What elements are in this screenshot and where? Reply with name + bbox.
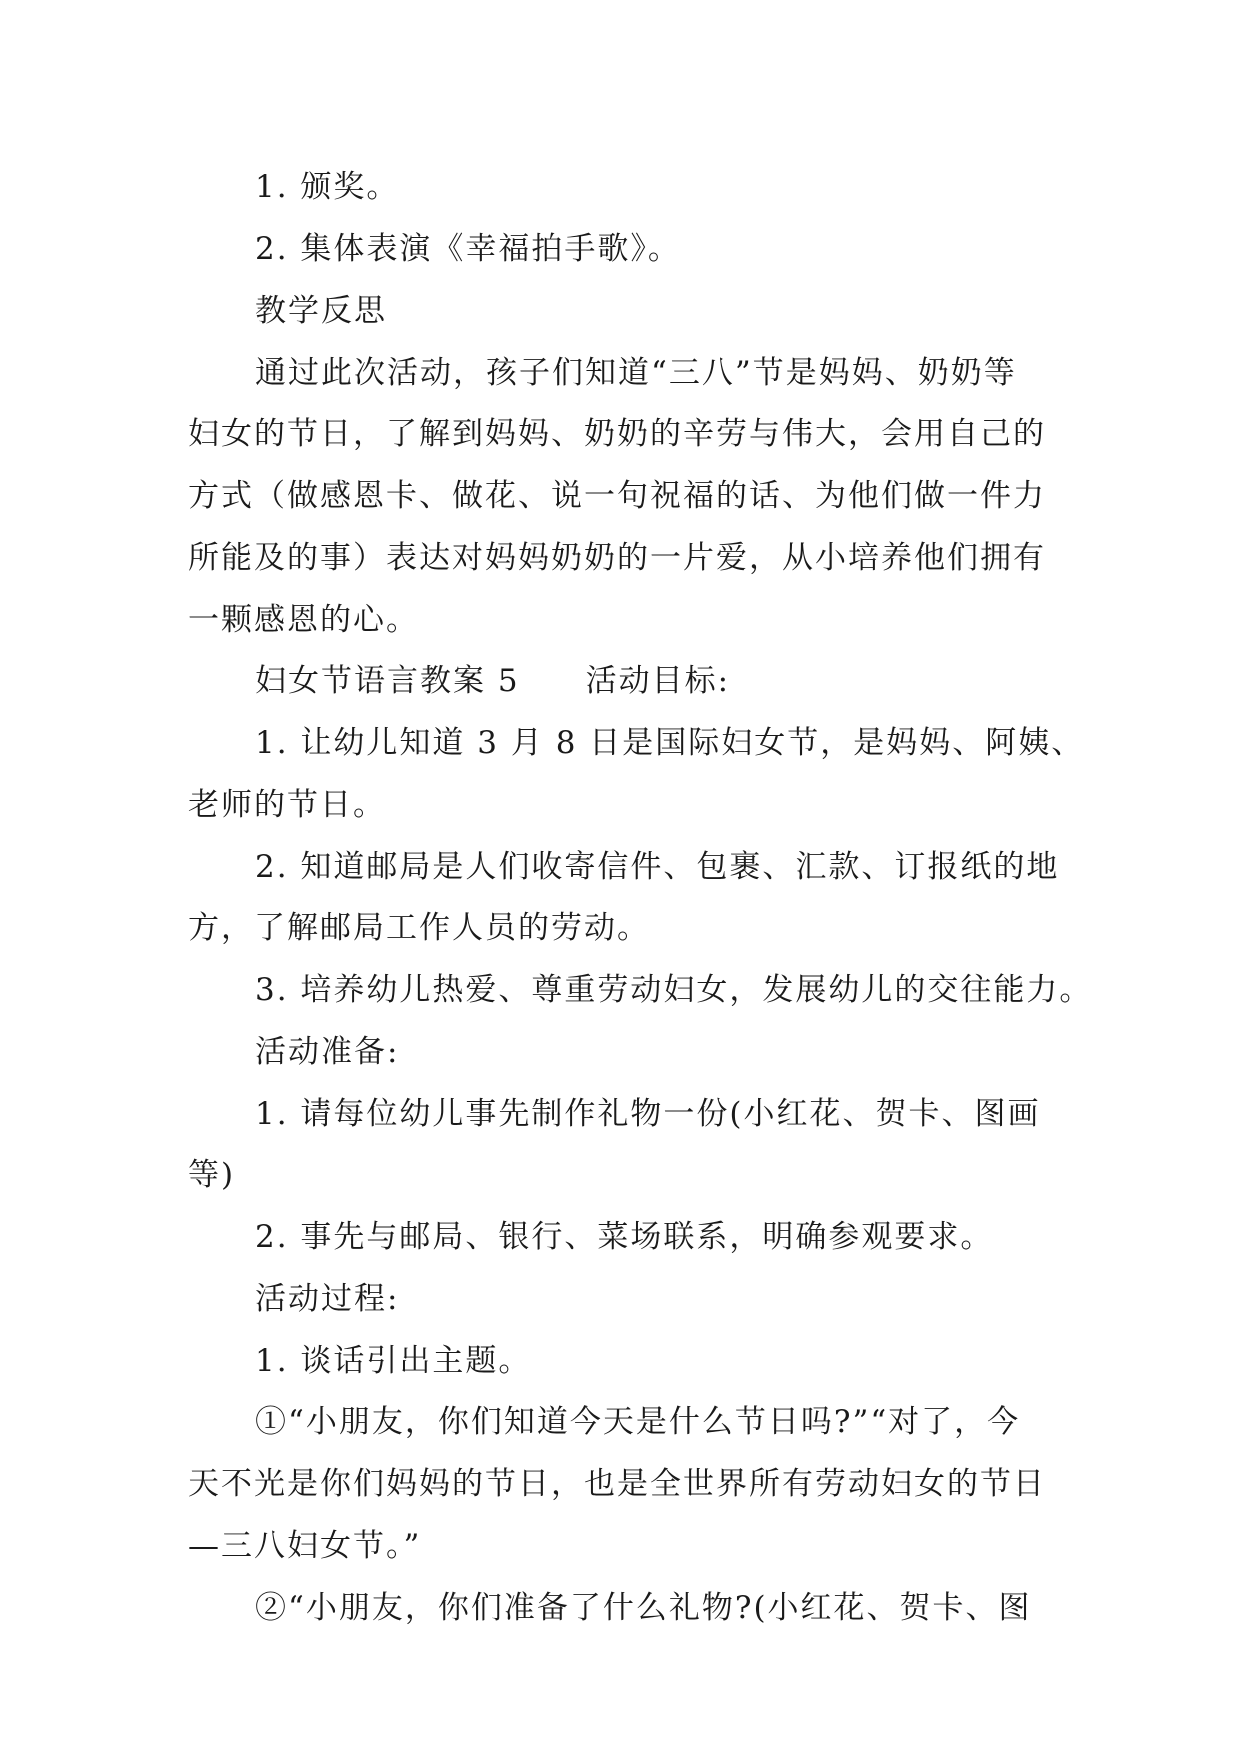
text-line: 3. 培养幼儿热爱、尊重劳动妇女，发展幼儿的交往能力。 (255, 972, 1093, 1008)
text-line: 老师的节日。 (188, 787, 386, 823)
text-line: 2. 集体表演《幸福拍手歌》。 (255, 231, 681, 267)
text-line: 通过此次活动，孩子们知道“三八”节是妈妈、奶奶等 (255, 355, 1017, 391)
text-line: 方，了解邮局工作人员的劳动。 (188, 910, 650, 946)
section-heading: 活动过程: (255, 1281, 400, 1317)
text-line: 一颗感恩的心。 (188, 602, 419, 638)
section-heading: 教学反思 (255, 293, 387, 329)
text-line: 1. 让幼儿知道 3 月 8 日是国际妇女节，是妈妈、阿姨、 (255, 725, 1085, 761)
text-line: 天不光是你们妈妈的节日，也是全世界所有劳动妇女的节日 (188, 1466, 1046, 1502)
text-line: 1. 谈话引出主题。 (255, 1343, 532, 1379)
text-line: 所能及的事）表达对妈妈奶奶的一片爱，从小培养他们拥有 (188, 540, 1046, 576)
text-line: 等) (188, 1157, 236, 1193)
section-heading: 活动准备: (255, 1034, 400, 1070)
section-heading: 妇女节语言教案 5 活动目标: (255, 663, 731, 699)
text-line: ②“小朋友，你们准备了什么礼物?(小红花、贺卡、图 (255, 1590, 1032, 1626)
text-line: 方式（做感恩卡、做花、说一句祝福的话、为他们做一件力 (188, 478, 1046, 514)
text-line: 2. 知道邮局是人们收寄信件、包裹、汇款、订报纸的地 (255, 849, 1060, 885)
text-line: 妇女的节日，了解到妈妈、奶奶的辛劳与伟大，会用自己的 (188, 416, 1046, 452)
text-line: ①“小朋友，你们知道今天是什么节日吗?”“对了，今 (255, 1404, 1021, 1440)
text-line: 1. 请每位幼儿事先制作礼物一份(小红花、贺卡、图画 (255, 1096, 1041, 1132)
text-line: 2. 事先与邮局、银行、菜场联系，明确参观要求。 (255, 1219, 994, 1255)
text-line: —三八妇女节。” (188, 1528, 422, 1564)
text-line: 1. 颁奖。 (255, 169, 400, 205)
